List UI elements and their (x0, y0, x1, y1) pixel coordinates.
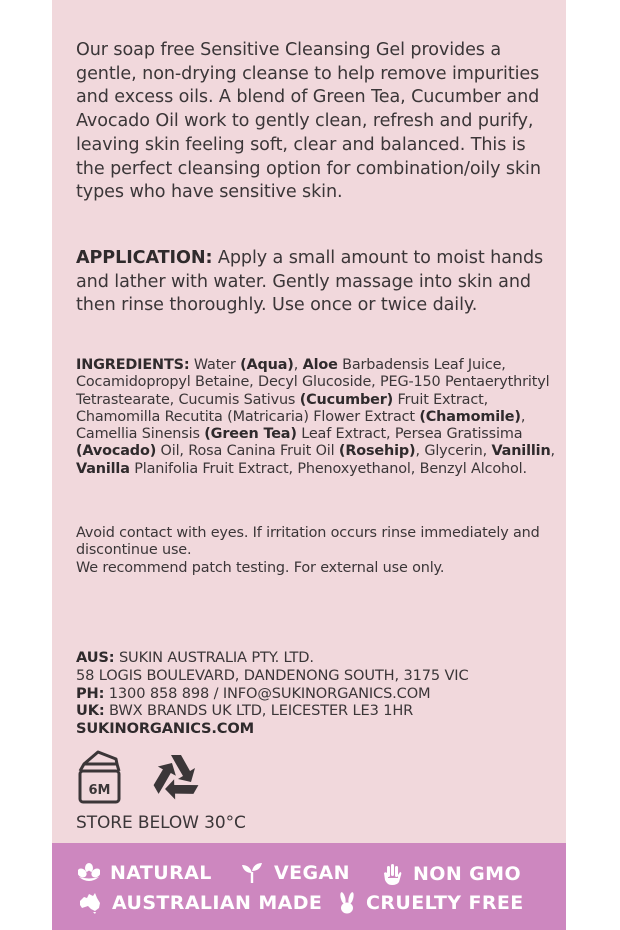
ingredient-highlight: (Cucumber) (299, 391, 394, 408)
claim-australian-made (78, 892, 322, 914)
street-line: 58 LOGIS BOULEVARD, DANDENONG SOUTH, 3175 VIC (76, 666, 469, 684)
uk-company: BWX BRANDS UK LTD, LEICESTER LE3 1HR (104, 702, 414, 720)
ingredient-text: Leaf Extract, Persea Gratissima (296, 426, 523, 443)
claims-band (52, 843, 566, 930)
storage-instruction: STORE BELOW 30°C (76, 813, 246, 833)
claim-cruelty-free-label: CRUELTY FREE (366, 892, 524, 914)
flower-icon (78, 863, 100, 883)
application-text: Apply a small amount to moist hands and lather with water. Gently massage into skin and then rinse thoroughly. Use once or twice daily. (76, 248, 544, 316)
packaging-symbols (76, 750, 226, 810)
warning-patch-test: We recommend patch testing. For external use only. (76, 559, 445, 576)
claim-non-gmo (381, 862, 521, 886)
ingredient-text: , (293, 357, 303, 373)
ingredient-highlight: (Chamomile) (419, 408, 521, 425)
phone-line (76, 685, 556, 703)
warning-eyes: Avoid contact with eyes. If irritation occurs rinse immediately and discontinue use. (76, 525, 540, 559)
bunny-icon (338, 892, 356, 914)
warnings-section (76, 525, 556, 577)
ingredient-text: Water (189, 357, 241, 373)
pao-label: 6M (88, 783, 111, 798)
ingredients-heading: INGREDIENTS: (76, 357, 190, 373)
manufacturer-address (76, 649, 556, 738)
ingredient-text: Planifolia Fruit Extract, Phenoxyethanol, Benzyl Alcohol. (129, 460, 527, 477)
ingredient-highlight: Aloe (302, 357, 338, 373)
phone-label: PH: (76, 684, 105, 702)
ingredient-text: , Camellia Sinensis (76, 408, 526, 443)
ingredient-highlight: (Green Tea) (204, 426, 297, 443)
claim-natural-label: NATURAL (110, 862, 212, 884)
ingredient-highlight: Vanillin (491, 443, 551, 460)
aus-line (76, 649, 556, 667)
claim-non-gmo-label: NON GMO (413, 863, 522, 885)
ingredient-text: Oil, Rosa Canina Fruit Oil (156, 443, 339, 460)
recycle-icon (147, 755, 199, 806)
claim-natural (78, 862, 212, 884)
claim-vegan (240, 862, 350, 884)
uk-label: UK: (76, 702, 105, 720)
website-line (76, 720, 556, 738)
claim-vegan-label: VEGAN (274, 862, 350, 884)
ingredient-highlight: (Aqua) (240, 357, 294, 373)
australia-map-icon (78, 892, 102, 914)
hand-icon (381, 862, 403, 886)
aus-company: SUKIN AUSTRALIA PTY. LTD. (114, 649, 314, 666)
ingredient-text: , Glycerin, (415, 443, 492, 460)
symbols-svg (76, 750, 226, 810)
uk-line (76, 702, 556, 720)
product-description: Our soap free Sensitive Cleansing Gel provides a gentle, non-drying cleanse to help remove impurities and excess oils. A blend of Green Tea, Cucumber and Avocado Oil work to gently clean, refresh and purify, leaving skin feeling soft, clear and balanced. This is the perfect cleansing option for combination/oily skin types who have sensitive skin. (76, 40, 541, 203)
application-heading: APPLICATION: (76, 248, 213, 268)
aus-label: AUS: (76, 649, 115, 666)
sprout-icon (240, 862, 264, 884)
claim-cruelty-free (338, 892, 524, 914)
ingredient-text: , (550, 443, 555, 460)
application-section (76, 247, 556, 318)
ingredient-text: Fruit Extract, Chamomilla Recutita (Matricaria) Flower Extract (76, 391, 489, 425)
ingredient-highlight: (Avocado) (76, 443, 157, 460)
phone-email: 1300 858 898 / INFO@SUKINORGANICS.COM (104, 684, 431, 702)
ingredient-highlight: Vanilla (76, 460, 130, 477)
ingredient-highlight: (Rosehip) (338, 443, 416, 460)
ingredients-section (76, 357, 556, 478)
website: SUKINORGANICS.COM (76, 720, 254, 738)
ingredient-text: Barbadensis Leaf Juice, Cocamidopropyl Betaine, Decyl Glucoside, PEG-150 Pentaerythrityl Tetrastearate, Cucumis Sativus (76, 357, 550, 408)
claim-australian-made-label: AUSTRALIAN MADE (112, 892, 323, 914)
